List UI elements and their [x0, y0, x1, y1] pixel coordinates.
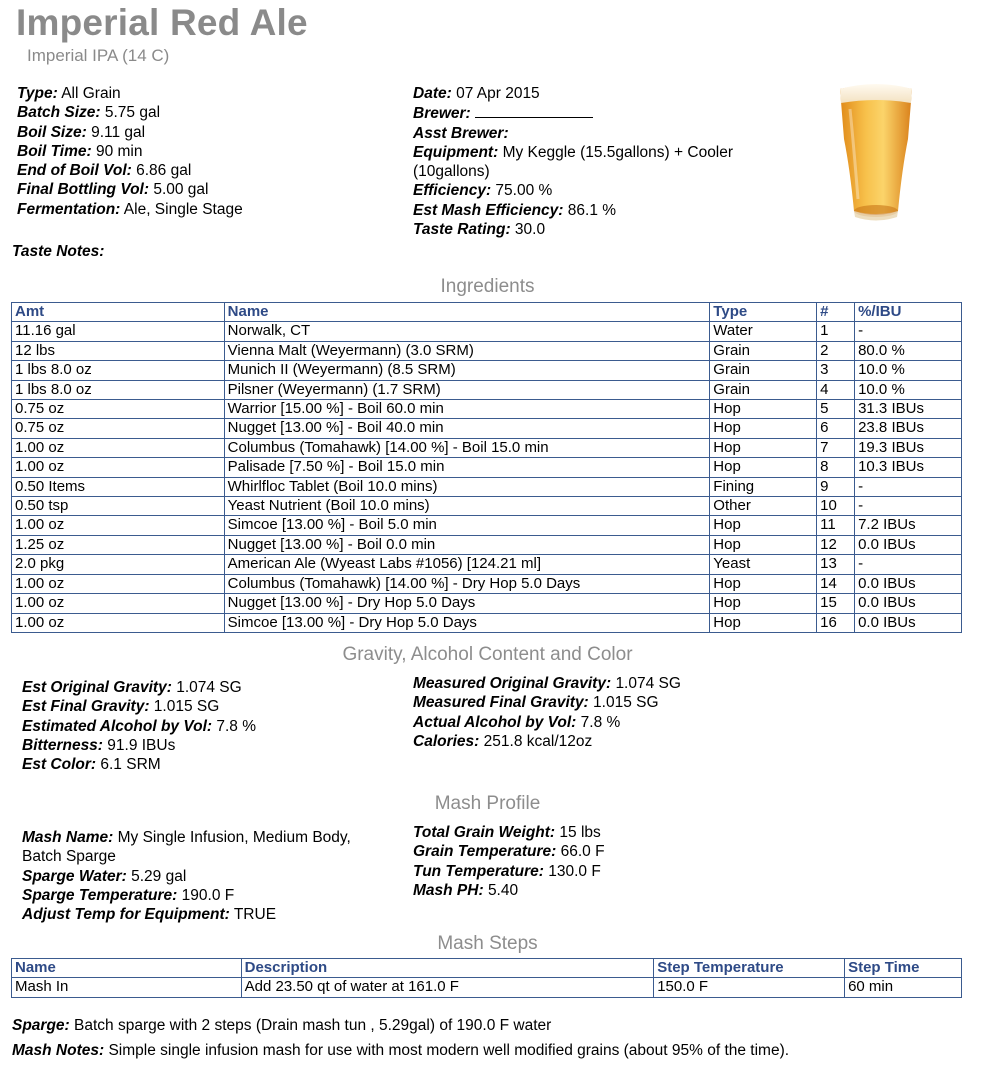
- ing-number: 16: [817, 613, 855, 632]
- ing-amt: 1.25 oz: [12, 535, 225, 554]
- table-row: [12, 516, 962, 535]
- ing-name: Munich II (Weyermann) (8.5 SRM): [224, 361, 710, 380]
- ing-ibu: 0.0 IBUs: [855, 574, 962, 593]
- taste-notes: Taste Notes:: [12, 243, 105, 260]
- ing-type: Grain: [710, 361, 817, 380]
- gravity-left: [22, 678, 256, 774]
- table-row: [12, 574, 962, 593]
- bitterness: Bitterness: 91.9 IBUs: [22, 736, 176, 754]
- ing-amt: 12 lbs: [12, 341, 225, 360]
- mash-steps-table: [11, 958, 962, 998]
- mash-ph: Mash PH: 5.40: [413, 881, 519, 899]
- ing-type: Hop: [710, 613, 817, 632]
- info-date: Date: 07 Apr 2015: [413, 85, 540, 102]
- ing-type: Hop: [710, 400, 817, 419]
- sparge-temp: Sparge Temperature: 190.0 F: [22, 886, 235, 904]
- ing-ibu: 0.0 IBUs: [855, 535, 962, 554]
- ing-number: 14: [817, 574, 855, 593]
- table-row: [12, 535, 962, 554]
- info-asst-brewer: Asst Brewer:: [413, 124, 509, 142]
- recipe-title: Imperial Red Ale: [16, 2, 308, 43]
- ing-ibu: -: [855, 322, 962, 341]
- grain-temp: Grain Temperature: 66.0 F: [413, 843, 605, 861]
- ing-name: Whirlfloc Tablet (Boil 10.0 mins): [224, 477, 710, 496]
- ing-amt: 0.75 oz: [12, 419, 225, 438]
- ing-type: Water: [710, 322, 817, 341]
- mash-right: [413, 823, 605, 900]
- table-row: [12, 594, 962, 613]
- ing-type: Yeast: [710, 555, 817, 574]
- table-row: [12, 497, 962, 516]
- ing-amt: 11.16 gal: [12, 322, 225, 341]
- col-name: Name: [224, 303, 710, 322]
- gravity-right: [413, 674, 681, 751]
- brewer-blank: [475, 103, 593, 118]
- gravity-heading: Gravity, Alcohol Content and Color: [342, 644, 633, 665]
- mash-profile-heading: Mash Profile: [434, 793, 541, 814]
- col-step-temperature: Step Temperature: [654, 959, 845, 978]
- calories: Calories: 251.8 kcal/12oz: [413, 732, 593, 750]
- ing-name: Nugget [13.00 %] - Boil 0.0 min: [224, 535, 710, 554]
- ing-type: Hop: [710, 535, 817, 554]
- col-step-name: Name: [12, 959, 242, 978]
- ing-ibu: 0.0 IBUs: [855, 613, 962, 632]
- ing-amt: 0.50 tsp: [12, 497, 225, 516]
- info-boil-time: Boil Time: 90 min: [17, 142, 143, 160]
- ing-number: 12: [817, 535, 855, 554]
- info-end-boil: End of Boil Vol: 6.86 gal: [17, 162, 192, 180]
- ing-type: Other: [710, 497, 817, 516]
- info-equipment: Equipment: My Keggle (15.5gallons) + Cooler: [413, 143, 734, 161]
- col-step-description: Description: [241, 959, 654, 978]
- ing-type: Hop: [710, 419, 817, 438]
- info-right: [413, 84, 733, 239]
- ing-amt: 1 lbs 8.0 oz: [12, 380, 225, 399]
- ing-name: Nugget [13.00 %] - Boil 40.0 min: [224, 419, 710, 438]
- ing-amt: 1 lbs 8.0 oz: [12, 361, 225, 380]
- table-row: [12, 419, 962, 438]
- est-fg: Est Final Gravity: 1.015 SG: [22, 698, 220, 716]
- ing-type: Grain: [710, 380, 817, 399]
- ing-ibu: 10.0 %: [855, 361, 962, 380]
- sparge-water: Sparge Water: 5.29 gal: [22, 867, 187, 885]
- adjust-temp: Adjust Temp for Equipment: TRUE: [22, 906, 277, 924]
- ing-name: Nugget [13.00 %] - Dry Hop 5.0 Days: [224, 594, 710, 613]
- col-amt: Amt: [12, 303, 225, 322]
- ing-ibu: 23.8 IBUs: [855, 419, 962, 438]
- measured-og: Measured Original Gravity: 1.074 SG: [413, 675, 681, 692]
- mash-steps-heading: Mash Steps: [437, 933, 538, 954]
- table-row: [12, 555, 962, 574]
- ing-ibu: 31.3 IBUs: [855, 400, 962, 419]
- ing-ibu: 10.3 IBUs: [855, 458, 962, 477]
- info-batch-size: Batch Size: 5.75 gal: [17, 104, 161, 122]
- table-row: [12, 978, 962, 997]
- ing-type: Hop: [710, 438, 817, 457]
- ing-name: Warrior [15.00 %] - Boil 60.0 min: [224, 400, 710, 419]
- ing-number: 9: [817, 477, 855, 496]
- ing-number: 15: [817, 594, 855, 613]
- mash-left: [22, 828, 351, 924]
- ing-amt: 1.00 oz: [12, 574, 225, 593]
- ing-number: 4: [817, 380, 855, 399]
- ing-name: Simcoe [13.00 %] - Boil 5.0 min: [224, 516, 710, 535]
- col-type: Type: [710, 303, 817, 322]
- step-name: Mash In: [12, 978, 242, 997]
- est-abv: Estimated Alcohol by Vol: 7.8 %: [22, 717, 256, 735]
- ing-number: 10: [817, 497, 855, 516]
- ing-number: 1: [817, 322, 855, 341]
- ing-name: Yeast Nutrient (Boil 10.0 mins): [224, 497, 710, 516]
- ing-ibu: -: [855, 477, 962, 496]
- col-number: #: [817, 303, 855, 322]
- ingredients-table: [11, 302, 962, 633]
- ing-number: 5: [817, 400, 855, 419]
- ing-ibu: 7.2 IBUs: [855, 516, 962, 535]
- ing-amt: 1.00 oz: [12, 613, 225, 632]
- ing-number: 13: [817, 555, 855, 574]
- ing-name: Vienna Malt (Weyermann) (3.0 SRM): [224, 341, 710, 360]
- ingredients-header-row: [12, 303, 962, 322]
- ing-type: Hop: [710, 458, 817, 477]
- step-temperature: 150.0 F: [654, 978, 845, 997]
- ing-name: Simcoe [13.00 %] - Dry Hop 5.0 Days: [224, 613, 710, 632]
- info-boil-size: Boil Size: 9.11 gal: [17, 123, 146, 141]
- table-row: [12, 380, 962, 399]
- ing-name: Pilsner (Weyermann) (1.7 SRM): [224, 380, 710, 399]
- mash-name-cont: Batch Sparge: [22, 848, 116, 866]
- actual-abv: Actual Alcohol by Vol: 7.8 %: [413, 713, 621, 731]
- table-row: [12, 400, 962, 419]
- table-row: [12, 322, 962, 341]
- ing-name: Norwalk, CT: [224, 322, 710, 341]
- mash-name: Mash Name: My Single Infusion, Medium Body,: [22, 829, 351, 846]
- ing-number: 11: [817, 516, 855, 535]
- ing-ibu: 10.0 %: [855, 380, 962, 399]
- ing-number: 6: [817, 419, 855, 438]
- info-final-bottling: Final Bottling Vol: 5.00 gal: [17, 181, 209, 199]
- recipe-style: Imperial IPA (14 C): [27, 46, 170, 65]
- ing-number: 3: [817, 361, 855, 380]
- ing-amt: 0.50 Items: [12, 477, 225, 496]
- step-description: Add 23.50 qt of water at 161.0 F: [241, 978, 654, 997]
- ing-ibu: -: [855, 555, 962, 574]
- ing-number: 8: [817, 458, 855, 477]
- mash-steps-header-row: [12, 959, 962, 978]
- ing-number: 2: [817, 341, 855, 360]
- mash-notes: Mash Notes: Simple single infusion mash for use with most modern well modified grains (about 95% of the time).: [12, 1042, 790, 1059]
- ing-amt: 1.00 oz: [12, 438, 225, 457]
- col-step-time: Step Time: [845, 959, 962, 978]
- ing-ibu: 80.0 %: [855, 341, 962, 360]
- measured-fg: Measured Final Gravity: 1.015 SG: [413, 694, 659, 712]
- ing-ibu: 0.0 IBUs: [855, 594, 962, 613]
- ing-type: Grain: [710, 341, 817, 360]
- ing-ibu: -: [855, 497, 962, 516]
- ing-amt: 2.0 pkg: [12, 555, 225, 574]
- info-left: [17, 84, 243, 219]
- est-color: Est Color: 6.1 SRM: [22, 756, 161, 774]
- total-grain-weight: Total Grain Weight: 15 lbs: [413, 824, 601, 841]
- ing-amt: 0.75 oz: [12, 400, 225, 419]
- table-row: [12, 361, 962, 380]
- beer-glass-icon: [836, 79, 916, 223]
- table-row: [12, 477, 962, 496]
- step-time: 60 min: [845, 978, 962, 997]
- ing-type: Hop: [710, 516, 817, 535]
- ing-name: Columbus (Tomahawk) [14.00 %] - Boil 15.0 min: [224, 438, 710, 457]
- ing-type: Hop: [710, 574, 817, 593]
- table-row: [12, 438, 962, 457]
- info-equipment-cont: (10gallons): [413, 163, 490, 181]
- info-mash-efficiency: Est Mash Efficiency: 86.1 %: [413, 201, 617, 219]
- ing-type: Fining: [710, 477, 817, 496]
- info-fermentation: Fermentation: Ale, Single Stage: [17, 200, 243, 218]
- ing-name: Columbus (Tomahawk) [14.00 %] - Dry Hop 5.0 Days: [224, 574, 710, 593]
- table-row: [12, 341, 962, 360]
- info-efficiency: Efficiency: 75.00 %: [413, 182, 553, 200]
- tun-temp: Tun Temperature: 130.0 F: [413, 862, 601, 880]
- ing-name: Palisade [7.50 %] - Boil 15.0 min: [224, 458, 710, 477]
- ing-amt: 1.00 oz: [12, 458, 225, 477]
- ing-amt: 1.00 oz: [12, 516, 225, 535]
- table-row: [12, 613, 962, 632]
- table-row: [12, 458, 962, 477]
- ingredients-heading: Ingredients: [440, 276, 535, 297]
- est-og: Est Original Gravity: 1.074 SG: [22, 679, 242, 696]
- ing-number: 7: [817, 438, 855, 457]
- ing-amt: 1.00 oz: [12, 594, 225, 613]
- info-brewer: Brewer:: [413, 103, 733, 123]
- info-taste-rating: Taste Rating: 30.0: [413, 221, 546, 239]
- col-ibu: %/IBU: [855, 303, 962, 322]
- sparge-notes: Sparge: Batch sparge with 2 steps (Drain mash tun , 5.29gal) of 190.0 F water: [12, 1017, 552, 1034]
- ing-name: American Ale (Wyeast Labs #1056) [124.21 ml]: [224, 555, 710, 574]
- info-type: Type: All Grain: [17, 85, 121, 102]
- ing-type: Hop: [710, 594, 817, 613]
- ing-ibu: 19.3 IBUs: [855, 438, 962, 457]
